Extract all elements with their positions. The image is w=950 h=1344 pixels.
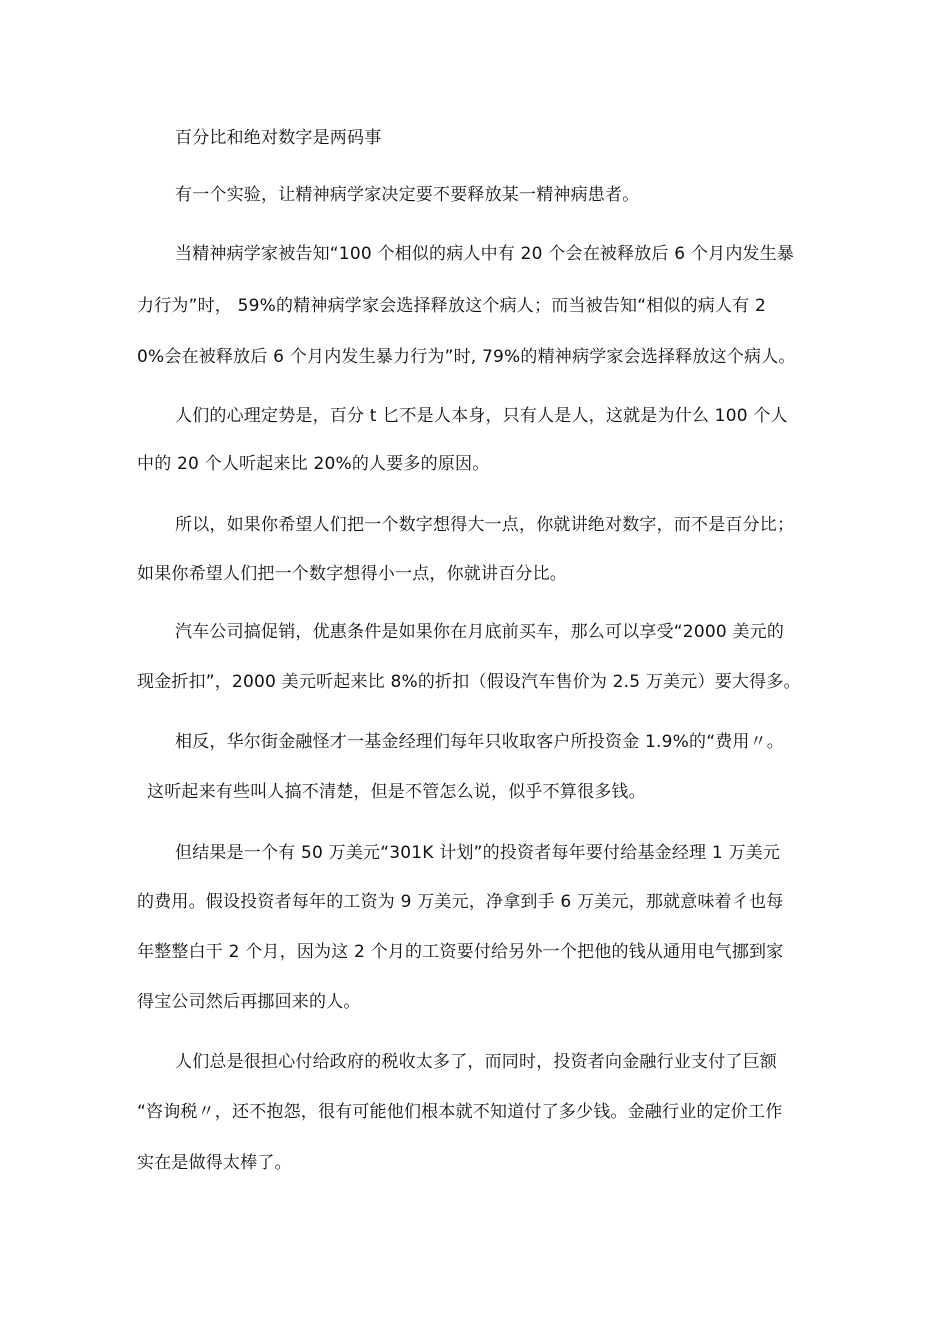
paragraph-4-line-1: 所以，如果你希望人们把一个数字想得大一点，你就讲绝对数字，而不是百分比； <box>175 515 795 535</box>
paragraph-3-line-1: 人们的心理定势是，百分 t 匕不是人本身，只有人是人，这就是为什么 100 个人 <box>175 406 788 426</box>
paragraph-1-line-1: 有一个实验，让精神病学家决定要不要释放某一精神病患者。 <box>175 185 640 205</box>
paragraph-7-line-4: 得宝公司然后再挪回来的人。 <box>137 992 361 1012</box>
paragraph-6-line-1: 相反，华尔街金融怪才一基金经理们每年只收取客户所投资金 1.9%的“费用〃。 <box>175 732 784 752</box>
paragraph-3-line-2: 中的 20 个人听起来比 20%的人要多的原因。 <box>137 454 490 474</box>
paragraph-4-line-2: 如果你希望人们把一个数字想得小一点，你就讲百分比。 <box>137 564 567 584</box>
paragraph-8-line-2: “咨询税〃，还不抱怨，很有可能他们根本就不知道付了多少钱。金融行业的定价工作 <box>137 1102 783 1122</box>
paragraph-8-line-3: 实在是做得太棒了。 <box>137 1153 292 1173</box>
document-title: 百分比和绝对数字是两码事 <box>175 128 382 148</box>
paragraph-8-line-1: 人们总是很担心付给政府的税收太多了，而同时，投资者向金融行业支付了巨额 <box>175 1052 777 1072</box>
paragraph-5-line-1: 汽车公司搞促销，优惠条件是如果你在月底前买车，那么可以享受“2000 美元的 <box>175 622 785 642</box>
paragraph-6-line-2: 这听起来有些叫人搞不清楚，但是不管怎么说，似乎不算很多钱。 <box>147 782 646 802</box>
paragraph-7-line-2: 的费用。假设投资者每年的工资为 9 万美元，净拿到手 6 万美元，那就意味着彳也每 <box>137 892 784 912</box>
paragraph-7-line-3: 年整整白干 2 个月，因为这 2 个月的工资要付给另外一个把他的钱从通用电气挪到家 <box>137 942 784 962</box>
paragraph-2-line-1: 当精神病学家被告知“100 个相似的病人中有 20 个会在被释放后 6 个月内发生暴 <box>175 244 795 264</box>
paragraph-5-line-2: 现金折扣”，2000 美元听起来比 8%的折扣（假设汽车售价为 2.5 万美元）要大得多。 <box>137 672 801 692</box>
paragraph-2-line-2: 力行为”时， 59%的精神病学家会选择释放这个病人；而当被告知“相似的病人有 2 <box>137 296 767 316</box>
paragraph-7-line-1: 但结果是一个有 50 万美元“301K 计划”的投资者每年要付给基金经理 1 万美元 <box>175 843 781 863</box>
paragraph-2-line-3: 0%会在被释放后 6 个月内发生暴力行为”时, 79%的精神病学家会选择释放这个病人。 <box>137 347 796 367</box>
